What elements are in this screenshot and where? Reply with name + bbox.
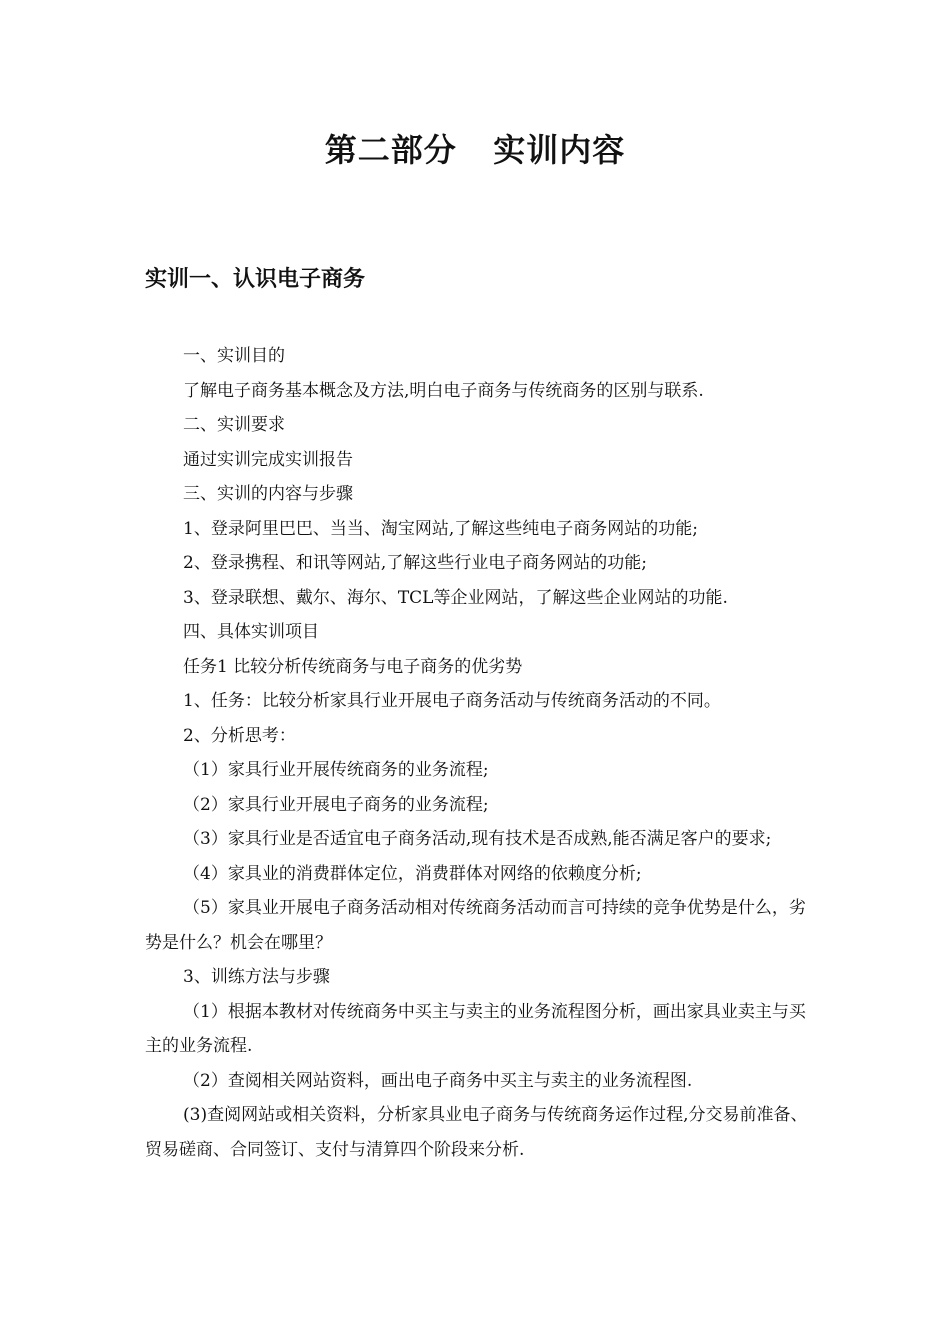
list-item: （2）查阅相关网站资料，画出电子商务中买主与卖主的业务流程图.: [183, 1070, 693, 1091]
list-item: 2、登录携程、和讯等网站,了解这些行业电子商务网站的功能;: [183, 553, 647, 573]
list-item: 3、登录联想、戴尔、海尔、TCL等企业网站，了解这些企业网站的功能.: [183, 587, 728, 608]
section-title: 实训一、认识电子商务: [145, 267, 366, 292]
heading-content-steps: 三、实训的内容与步骤: [183, 484, 353, 504]
heading-purpose: 一、实训目的: [183, 346, 285, 366]
list-item: 2、分析思考：: [183, 725, 296, 746]
list-item: 3、训练方法与步骤: [183, 967, 330, 987]
list-item: （4）家具业的消费群体定位，消费群体对网络的依赖度分析;: [183, 863, 642, 884]
list-item: (3)查阅网站或相关资料，分析家具业电子商务与传统商务运作过程,分交易前准备、贸易磋商、合同签订、支付与清算四个阶段来分析.: [145, 1105, 808, 1160]
list-item: （2）家具行业开展电子商务的业务流程;: [183, 794, 489, 815]
heading-requirements: 二、实训要求: [183, 415, 285, 435]
list-item: 1、登录阿里巴巴、当当、淘宝网站,了解这些纯电子商务网站的功能;: [183, 518, 698, 539]
paragraph: 了解电子商务基本概念及方法,明白电子商务与传统商务的区别与联系.: [183, 380, 704, 401]
list-item: （1）根据本教材对传统商务中买主与卖主的业务流程图分析，画出家具业卖主与买主的业务流程.: [145, 1001, 806, 1056]
page-title: 第二部分 实训内容: [324, 131, 626, 169]
list-item: （5）家具业开展电子商务活动相对传统商务活动而言可持续的竞争优势是什么，劣势是什么？机会在哪里？: [145, 898, 806, 953]
task-title: 任务1 比较分析传统商务与电子商务的优劣势: [183, 656, 523, 677]
paragraph: 通过实训完成实训报告: [183, 449, 353, 470]
list-item: （1）家具行业开展传统商务的业务流程;: [183, 760, 489, 780]
document-body: [145, 339, 810, 1167]
list-item: （3）家具行业是否适宜电子商务活动,现有技术是否成熟,能否满足客户的要求;: [183, 829, 772, 849]
list-item: 1、任务：比较分析家具行业开展电子商务活动与传统商务活动的不同。: [183, 691, 721, 711]
heading-projects: 四、具体实训项目: [183, 622, 319, 642]
